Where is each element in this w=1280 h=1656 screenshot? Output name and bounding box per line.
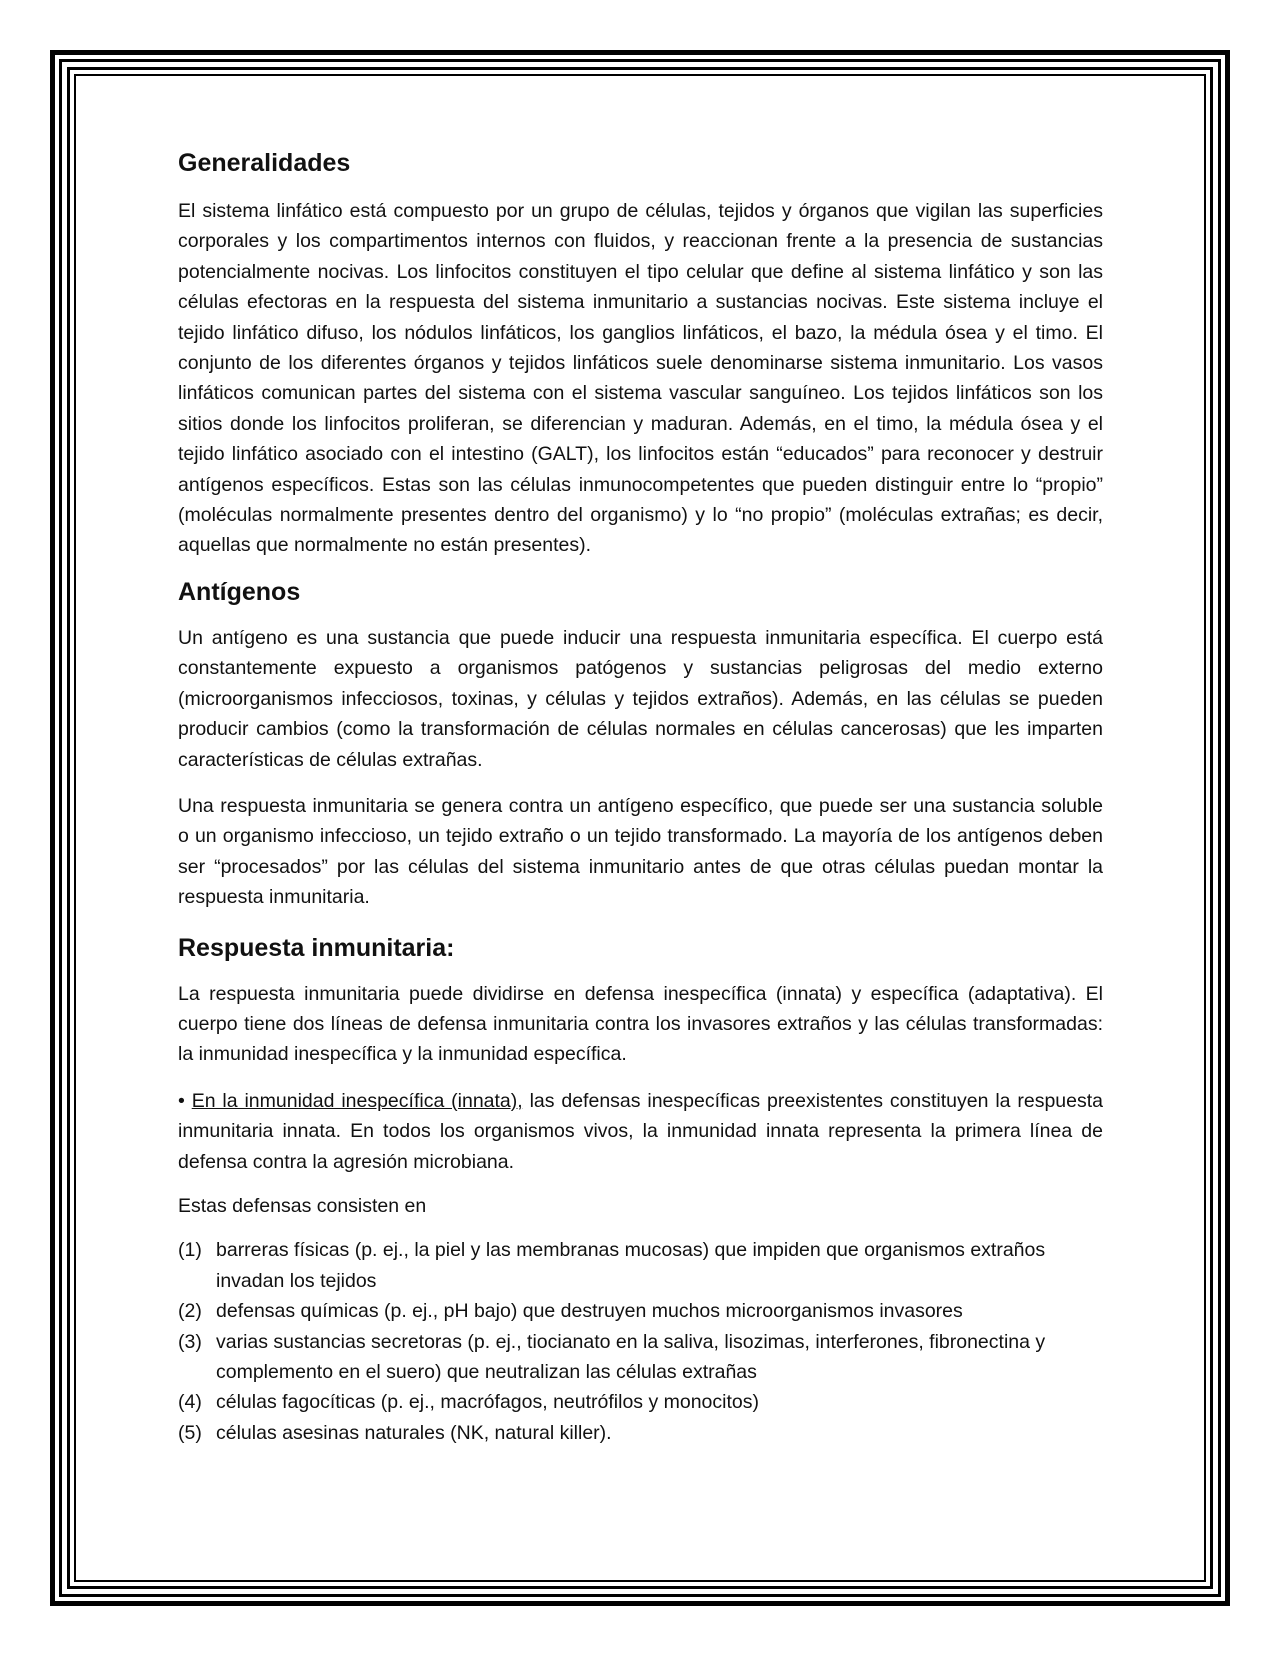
list-item-number: (1) [178, 1239, 202, 1262]
list-item-number: (2) [178, 1300, 202, 1323]
list-item-text: células fagocíticas (p. ej., macrófagos, neutrófilos y monocitos) [216, 1391, 759, 1414]
heading-generalidades: Generalidades [178, 149, 351, 177]
heading-respuesta-inmunitaria: Respuesta inmunitaria: [178, 933, 455, 962]
list-item [178, 1327, 1103, 1388]
bullet-symbol: • [178, 1089, 185, 1112]
list-item [178, 1418, 1103, 1448]
list-item [178, 1235, 1103, 1296]
list-item-number: (3) [178, 1330, 202, 1353]
paragraph-generalidades: El sistema linfático está compuesto por un grupo de células, tejidos y órganos que vigilan las superficies corporales y los compartimentos internos con fluidos, y reaccionan frente a la presencia de sustancias potencialmente nocivas. Los linfocitos constituyen el tipo celular que define al sistema linfático y son las células efectoras en la respuesta del sistema inmunitario a sustancias nocivas. Este sistema incluye el tejido linfático difuso, los nódulos linfáticos, los ganglios linfáticos, el bazo, la médula ósea y el timo. El conjunto de los diferentes órganos y tejidos linfáticos suele denominarse sistema inmunitario. Los vasos linfáticos comunican partes del sistema con el sistema vascular sanguíneo. Los tejidos linfáticos son los sitios donde los linfocitos proliferan, se diferencian y maduran. Además, en el timo, la médula ósea y el tejido linfático asociado con el intestino (GALT), los linfocitos están “educados” para reconocer y destruir antígenos específicos. Estas son las células inmunocompetentes que pueden distinguir entre lo “propio” (moléculas normalmente presentes dentro del organismo) y lo “no propio” (moléculas extrañas; es decir, aquellas que normalmente no están presentes). [178, 200, 1103, 557]
list-item-text: defensas químicas (p. ej., pH bajo) que destruyen muchos microorganismos invasores [216, 1300, 963, 1323]
bullet-inmunidad-innata [178, 1086, 1103, 1177]
document-body [178, 146, 1103, 1448]
heading-antigenos: Antígenos [178, 577, 301, 606]
list-item-number: (5) [178, 1421, 202, 1444]
defenses-list [178, 1235, 1103, 1448]
paragraph-antigenos-2: Una respuesta inmunitaria se genera contra un antígeno específico, que puede ser una sustancia soluble o un organismo infeccioso, un tejido extraño o un tejido transformado. La mayoría de los antígenos deben ser “procesados” por las células del sistema inmunitario antes de que otras células puedan montar la respuesta inmunitaria. [178, 794, 1103, 909]
list-item-text: células asesinas naturales (NK, natural killer). [216, 1421, 612, 1444]
bullet-underlined-term: En la inmunidad inespecífica (innata), [191, 1089, 523, 1112]
defenses-intro: Estas defensas consisten en [178, 1194, 427, 1217]
bullet-text: las defensas inespecíficas preexistentes constituyen la respuesta inmunitaria innata. En todos los organismos vivos, la inmunidad innata representa la primera línea de defensa contra la agresión microbiana. [178, 1089, 1104, 1173]
list-item [178, 1387, 1103, 1417]
list-item [178, 1296, 1103, 1326]
paragraph-respuesta-1: La respuesta inmunitaria puede dividirse en defensa inespecífica (innata) y específica (adaptativa). El cuerpo tiene dos líneas de defensa inmunitaria contra los invasores extraños y las células transformadas: la inmunidad inespecífica y la inmunidad específica. [178, 982, 1103, 1066]
paragraph-antigenos-1: Un antígeno es una sustancia que puede inducir una respuesta inmunitaria específica. El cuerpo está constantemente expuesto a organismos patógenos y sustancias peligrosas del medio externo (microorganismos infecciosos, toxinas, y células y tejidos extraños). Además, en las células se pueden producir cambios (como la transformación de células normales en células cancerosas) que les imparten características de células extrañas. [178, 626, 1103, 771]
list-item-number: (4) [178, 1391, 202, 1414]
list-item-text: barreras físicas (p. ej., la piel y las membranas mucosas) que impiden que organismos extraños invadan los tejidos [216, 1239, 1046, 1292]
list-item-text: varias sustancias secretoras (p. ej., tiocianato en la saliva, lisozimas, interferones, fibronectina y complemento en el suero) que neutralizan las células extrañas [216, 1330, 1046, 1383]
